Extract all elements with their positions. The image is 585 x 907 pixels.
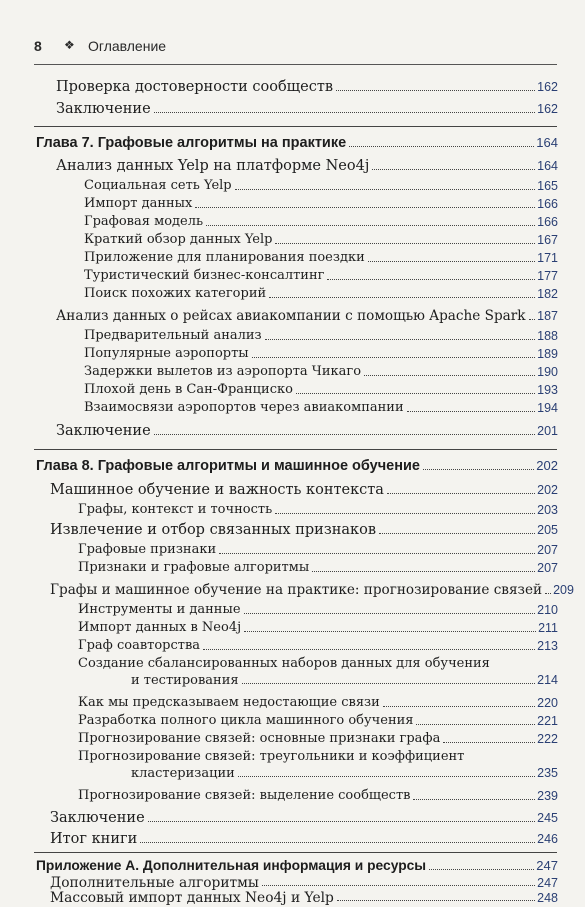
toc-subentry[interactable]: Туристический бизнес-консалтинг 177 (84, 268, 558, 283)
toc-subentry[interactable]: Признаки и графовые алгоритмы 207 (78, 560, 558, 575)
toc-chapter-7[interactable]: Глава 7. Графовые алгоритмы на практике 164 (36, 135, 558, 151)
chapter-rule (34, 449, 557, 450)
toc-entry[interactable]: Итог книги 246 (50, 831, 558, 847)
toc-subentry[interactable]: Прогнозирование связей: основные признаки графа 222 (78, 731, 558, 746)
toc-subentry[interactable]: Разработка полного цикла машинного обучения 221 (78, 713, 558, 728)
toc-appendix-a[interactable]: Приложение А. Дополнительная информация и ресурсы 247 (36, 858, 558, 873)
chapter-rule (34, 852, 557, 853)
toc-entry[interactable]: Машинное обучение и важность контекста 202 (50, 482, 558, 498)
toc-subentry[interactable]: Популярные аэропорты 189 (84, 346, 558, 361)
toc-entry[interactable]: Графы и машинное обучение на практике: прогнозирование связей 209 (50, 582, 574, 598)
toc-subentry[interactable]: Как мы предсказываем недостающие связи 220 (78, 695, 558, 710)
toc-entry[interactable]: Заключение 245 (50, 810, 558, 826)
running-title: Оглавление (88, 38, 167, 54)
toc-entry[interactable]: Дополнительные алгоритмы 247 (50, 875, 558, 891)
toc-subentry[interactable]: Прогнозирование связей: треугольники и коэффициент кластеризации 235 (78, 749, 558, 781)
toc-subentry[interactable]: Графовая модель 166 (84, 214, 558, 229)
toc-entry[interactable]: Извлечение и отбор связанных признаков 205 (50, 522, 558, 538)
toc-subentry[interactable]: Граф соавторства 213 (78, 638, 558, 653)
page-number: 8 (34, 38, 42, 54)
toc-entry[interactable]: Проверка достоверности сообществ 162 (56, 79, 558, 95)
toc-subentry[interactable]: Графовые признаки 207 (78, 542, 558, 557)
toc-subentry[interactable]: Плохой день в Сан-Франциско 193 (84, 382, 558, 397)
toc-subentry[interactable]: Взаимосвязи аэропортов через авиакомпании 194 (84, 400, 558, 415)
toc-chapter-8[interactable]: Глава 8. Графовые алгоритмы и машинное обучение 202 (36, 458, 558, 474)
toc-subentry[interactable]: Краткий обзор данных Yelp 167 (84, 232, 558, 247)
toc-subentry[interactable]: Прогнозирование связей: выделение сообществ 239 (78, 788, 558, 803)
diamond-ornament-icon: ❖ (64, 38, 75, 52)
toc-subentry[interactable]: Поиск похожих категорий 182 (84, 286, 558, 301)
toc-entry[interactable]: Заключение 162 (56, 101, 558, 117)
toc-entry[interactable]: Анализ данных Yelp на платформе Neo4j 164 (56, 158, 558, 174)
toc-subentry[interactable]: Предварительный анализ 188 (84, 328, 558, 343)
toc-subentry[interactable]: Графы, контекст и точность 203 (78, 502, 558, 517)
toc-subentry[interactable]: Социальная сеть Yelp 165 (84, 178, 558, 193)
toc-entry[interactable]: Заключение 201 (56, 423, 558, 439)
toc-subentry[interactable]: Задержки вылетов из аэропорта Чикаго 190 (84, 364, 558, 379)
toc-subentry[interactable]: Приложение для планирования поездки 171 (84, 250, 558, 265)
toc-entry[interactable]: Анализ данных о рейсах авиакомпании с помощью Apache Spark 187 (56, 308, 558, 324)
toc-entry[interactable]: Массовый импорт данных Neo4j и Yelp 248 (50, 890, 558, 906)
toc-subentry[interactable]: Создание сбалансированных наборов данных для обучения и тестирования 214 (78, 656, 558, 688)
chapter-rule (34, 126, 557, 127)
toc-subentry[interactable]: Импорт данных 166 (84, 196, 558, 211)
toc-subentry[interactable]: Инструменты и данные 210 (78, 602, 558, 617)
toc-subentry[interactable]: Импорт данных в Neo4j 211 (78, 620, 558, 635)
